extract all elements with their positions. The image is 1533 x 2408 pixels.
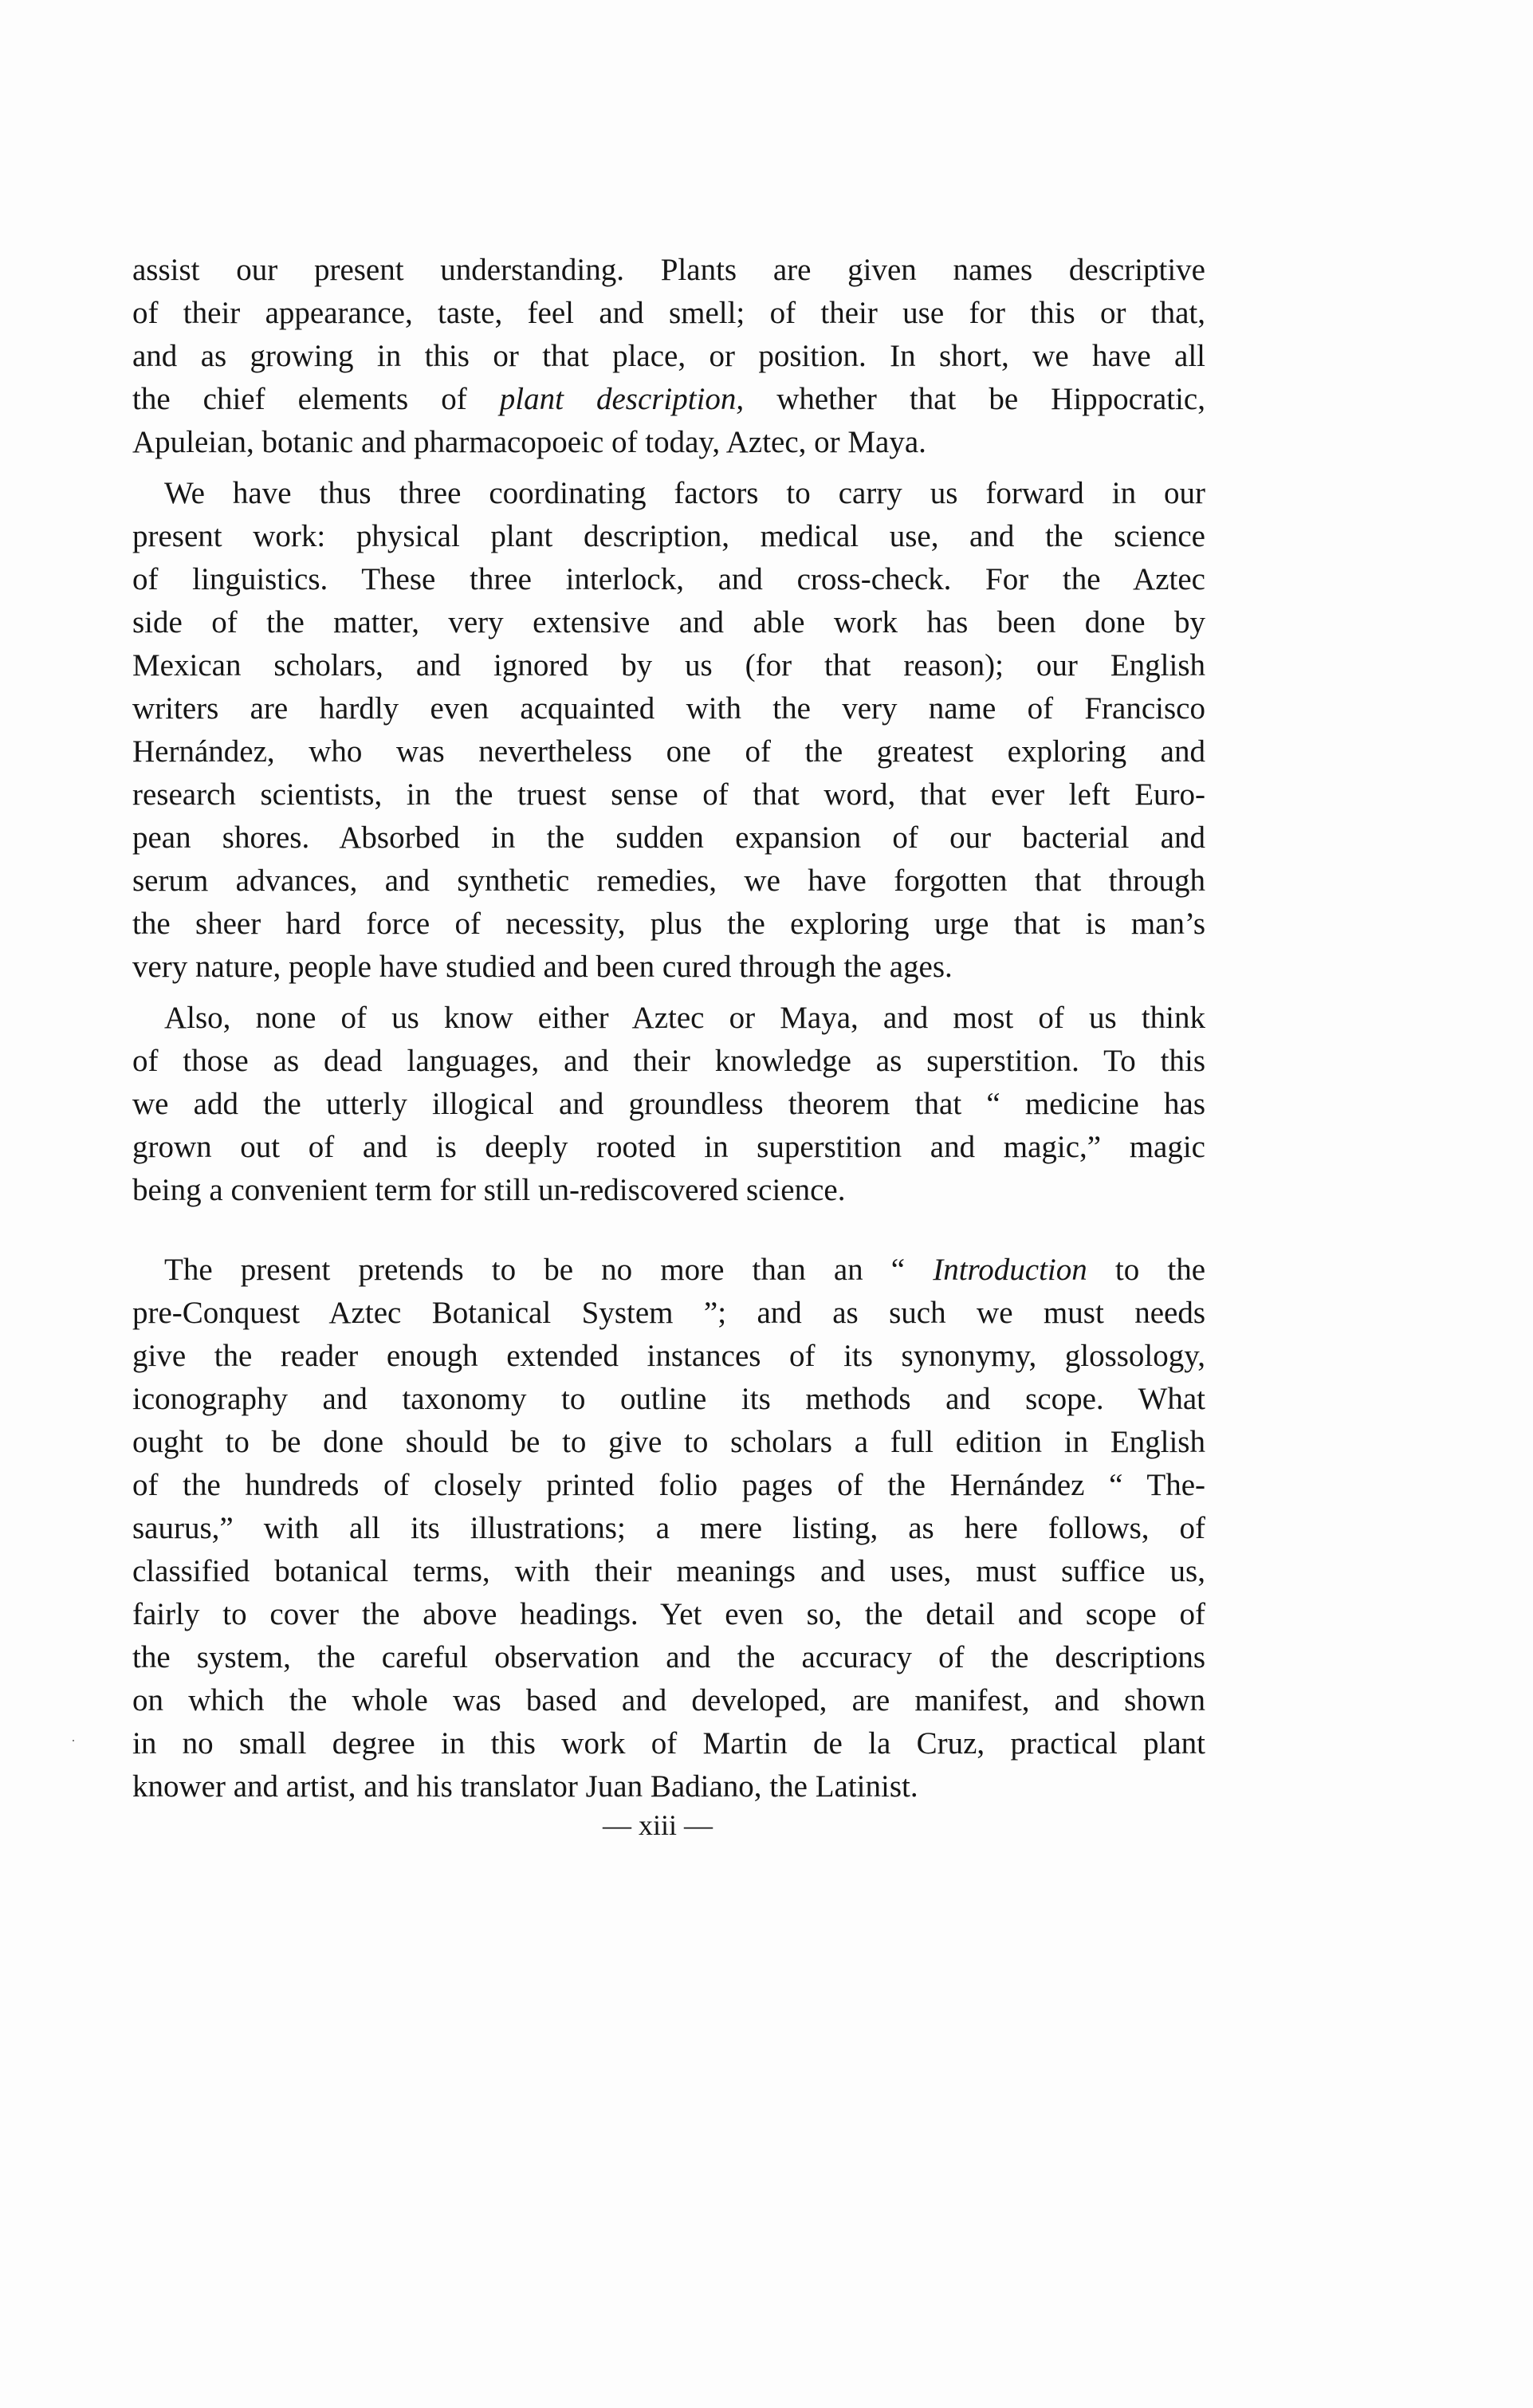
paragraph-2 <box>132 472 1205 989</box>
text-line: the sheer hard force of necessity, plus the exploring urge that is man’s <box>132 907 1205 941</box>
text-line: saurus,” with all its illustrations; a mere listing, as here follows, of <box>132 1511 1205 1545</box>
body-text <box>132 249 1205 1808</box>
text-line: Mexican scholars, and ignored by us (for that reason); our English <box>132 648 1205 683</box>
italic-term-introduction: Introduction <box>933 1253 1087 1287</box>
paragraph-3 <box>132 997 1205 1212</box>
italic-term-plant-description: plant description, <box>499 382 745 416</box>
text-line: Also, none of us know either Aztec or Maya, and most of us think <box>164 1001 1205 1035</box>
text-line: The present pretends to be no more than an “ Introduction to the <box>164 1253 1206 1287</box>
text-line: assist our present understanding. Plants are given names descriptive <box>132 253 1205 287</box>
text-line: research scientists, in the truest sense of that word, that ever left Euro- <box>132 777 1205 812</box>
text-line: present work: physical plant description, medical use, and the science <box>132 519 1205 553</box>
text-line: we add the utterly illogical and groundless theorem that “ medicine has <box>132 1087 1205 1121</box>
text-line: side of the matter, very extensive and able work has been done by <box>132 605 1205 639</box>
text-line: very nature, people have studied and been cured through the ages. <box>132 950 953 984</box>
text-line: Hernández, who was nevertheless one of the greatest exploring and <box>132 734 1205 769</box>
scan-speck <box>73 1740 74 1741</box>
text-line: give the reader enough extended instances of its synonymy, glossology, <box>132 1339 1205 1373</box>
text-line: grown out of and is deeply rooted in superstition and magic,” magic <box>132 1130 1205 1164</box>
text-line: ought to be done should be to give to scholars a full edition in English <box>132 1425 1205 1459</box>
text-line: We have thus three coordinating factors to carry us forward in our <box>164 476 1205 510</box>
paragraph-1 <box>132 249 1205 464</box>
text-line: of their appearance, taste, feel and smell; of their use for this or that, <box>132 296 1205 330</box>
text-line: of linguistics. These three interlock, and cross-check. For the Aztec <box>132 562 1205 596</box>
text-line: pean shores. Absorbed in the sudden expansion of our bacterial and <box>132 820 1205 855</box>
text-line: of the hundreds of closely printed folio pages of the Hernández “ The- <box>132 1468 1205 1502</box>
text-line: fairly to cover the above headings. Yet even so, the detail and scope of <box>132 1597 1205 1631</box>
text-line: pre-Conquest Aztec Botanical System ”; and as such we must needs <box>132 1296 1205 1330</box>
text-line: in no small degree in this work of Martin de la Cruz, practical plant <box>132 1726 1205 1761</box>
text-line: and as growing in this or that place, or position. In short, we have all <box>132 339 1205 373</box>
text-line: knower and artist, and his translator Juan Badiano, the Latinist. <box>132 1769 918 1804</box>
text-line: iconography and taxonomy to outline its methods and scope. What <box>132 1382 1205 1416</box>
text-line: the system, the careful observation and the accuracy of the descriptions <box>132 1640 1205 1674</box>
text-line: writers are hardly even acquainted with the very name of Francisco <box>132 691 1205 726</box>
text-line: classified botanical terms, with their meanings and uses, must suffice us, <box>132 1554 1205 1588</box>
text-line: the chief elements of plant description, whether that be Hippocratic, <box>132 382 1205 416</box>
text-line: being a convenient term for still un-rediscovered science. <box>132 1173 846 1207</box>
paragraph-4 <box>132 1249 1205 1808</box>
text-line: on which the whole was based and developed, are manifest, and shown <box>132 1683 1205 1717</box>
text-line: serum advances, and synthetic remedies, we have forgotten that through <box>132 864 1205 898</box>
page-number: — xiii — <box>602 1809 713 1841</box>
text-line: of those as dead languages, and their knowledge as superstition. To this <box>132 1044 1205 1078</box>
text-line: Apuleian, botanic and pharmacopoeic of today, Aztec, or Maya. <box>132 425 926 459</box>
